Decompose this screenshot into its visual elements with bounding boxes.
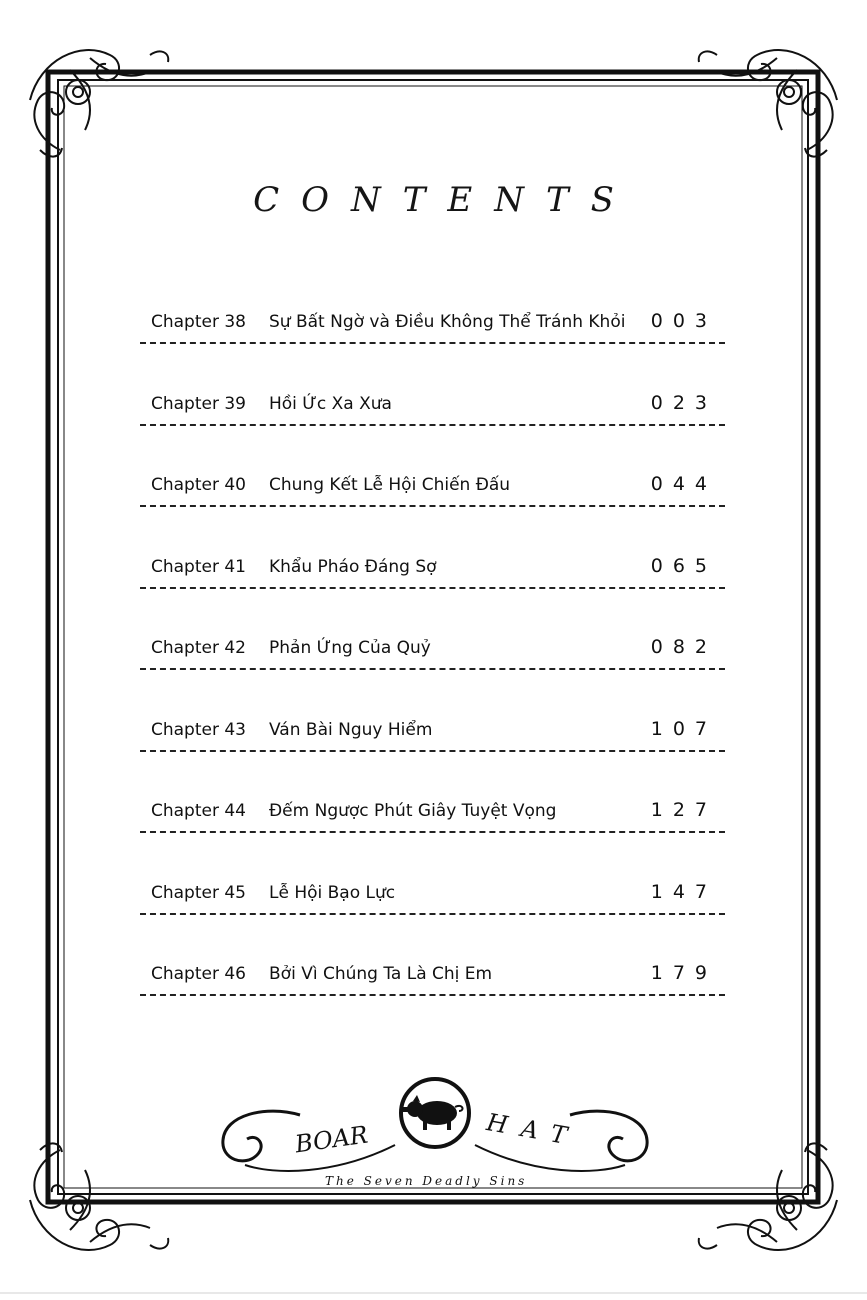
toc-entry-43 [140,708,725,790]
toc-entry-41 [140,545,725,627]
chapter-number: Chapter 43 [151,719,247,740]
chapter-title: Bởi Vì Chúng Ta Là Chị Em [269,964,493,984]
right-swirl-ornament [570,1111,647,1161]
boar-hat-logo [215,1075,655,1200]
chapter-number: Chapter 44 [151,801,247,821]
page-number: 003 [650,310,717,332]
toc-entry-39 [140,382,725,464]
toc-entry-42 [140,626,725,708]
chapter-number: Chapter 39 [151,393,247,414]
logo-left-word: BOAR [293,1120,370,1159]
toc-entry-44 [140,789,725,871]
left-swirl-ornament [223,1111,300,1161]
page-title: CONTENTS [253,180,636,220]
chapter-title: Lễ Hội Bạo Lực [269,882,396,903]
page-number: 127 [650,799,717,821]
chapter-title: Đếm Ngược Phút Giây Tuyệt Vọng [269,801,557,821]
chapter-title: Sự Bất Ngờ và Điều Không Thể Tránh Khỏi [269,312,626,332]
logo-right-word: HAT [484,1108,583,1153]
pig-icon [403,1095,462,1130]
chapter-number: Chapter 46 [151,964,247,984]
chapter-title: Khẩu Pháo Đáng Sợ [269,556,437,577]
chapter-number: Chapter 42 [151,638,247,658]
page-number: 107 [650,717,717,740]
toc-entry-45 [140,871,725,953]
toc-entry-38 [140,300,725,382]
page-number: 082 [650,636,717,658]
chapter-title: Hồi Ức Xa Xưa [269,393,392,414]
corner-ornament-top-left [30,50,168,157]
page-number: 065 [650,554,717,577]
page-number: 147 [650,880,717,903]
toc-entry-40 [140,463,725,545]
logo-tagline: The Seven Deadly Sins [325,1174,528,1188]
chapter-title: Phản Ứng Của Quỷ [269,638,431,658]
toc-entry-46 [140,952,725,1034]
page-number: 044 [650,473,717,495]
page-number: 023 [650,391,717,414]
table-of-contents [140,300,725,1034]
corner-ornament-bottom-left [30,1143,168,1250]
page-bottom-edge [0,1292,867,1294]
page-number: 179 [650,962,717,984]
chapter-title: Chung Kết Lễ Hội Chiến Đấu [269,475,511,495]
chapter-number: Chapter 41 [151,556,247,577]
chapter-title: Ván Bài Nguy Hiểm [269,719,433,740]
chapter-number: Chapter 40 [151,475,247,495]
chapter-number: Chapter 45 [151,882,247,903]
chapter-number: Chapter 38 [151,312,247,332]
